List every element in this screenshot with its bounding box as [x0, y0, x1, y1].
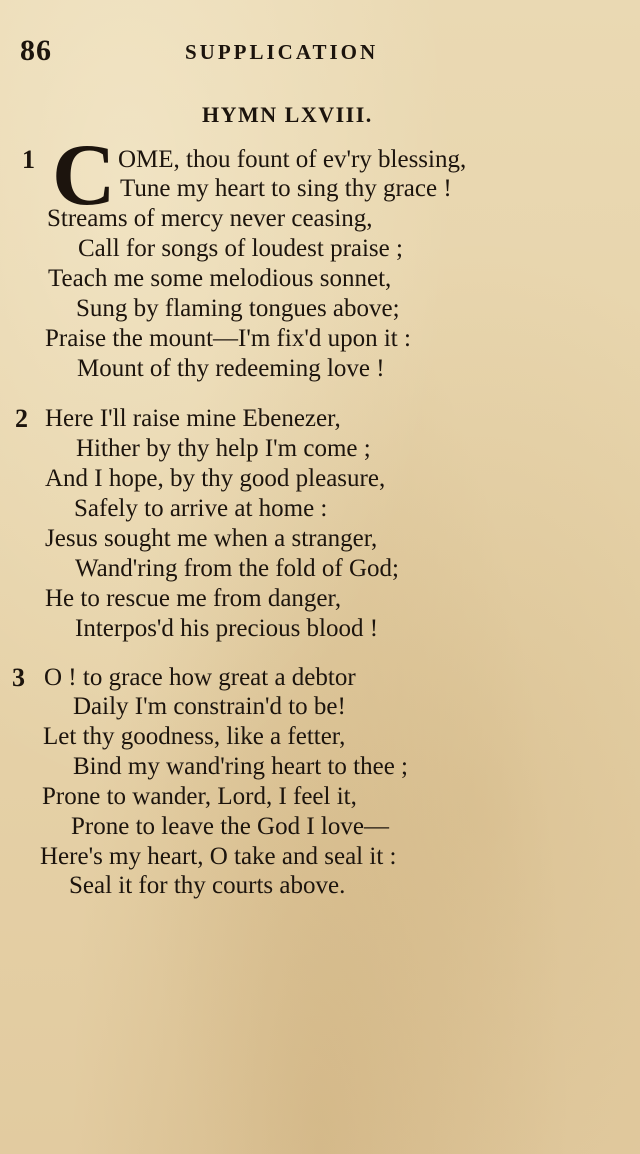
drop-cap: C: [52, 127, 116, 224]
verse-line: Jesus sought me when a stranger,: [45, 525, 378, 552]
verse-line: Praise the mount—I'm fix'd upon it :: [45, 325, 411, 352]
verse-line: Bind my wand'ring heart to thee ;: [73, 753, 408, 780]
verse-line: Daily I'm constrain'd to be!: [73, 693, 346, 720]
verse-line: Hither by thy help I'm come ;: [76, 435, 371, 462]
hymn-title: HYMN LXVIII.: [202, 102, 373, 127]
verse-line: Mount of thy redeeming love !: [77, 355, 385, 382]
verse-line: Safely to arrive at home :: [74, 495, 328, 522]
verse-line: Here I'll raise mine Ebenezer,: [45, 405, 341, 432]
verse-line: OME, thou fount of ev'ry blessing,: [118, 146, 467, 173]
verse-line: Interpos'd his precious blood !: [75, 615, 379, 642]
verse-line: And I hope, by thy good pleasure,: [45, 465, 386, 492]
verse-line: Call for songs of loudest praise ;: [78, 235, 403, 262]
verse-line: He to rescue me from danger,: [45, 585, 342, 612]
verse-line: Prone to wander, Lord, I feel it,: [42, 783, 357, 810]
verse-line: Tune my heart to sing thy grace !: [120, 175, 452, 202]
verse-line: Seal it for thy courts above.: [69, 872, 346, 899]
verse-line: Here's my heart, O take and seal it :: [40, 843, 397, 870]
verse-line: Let thy goodness, like a fetter,: [43, 723, 346, 750]
verse-line: Teach me some melodious sonnet,: [48, 265, 392, 292]
verse-line: Wand'ring from the fold of God;: [75, 555, 399, 582]
page-number: 86: [20, 34, 52, 67]
stanza-number: 1: [22, 145, 35, 174]
verse-line: O ! to grace how great a debtor: [44, 664, 356, 691]
verse-line: Sung by flaming tongues above;: [76, 295, 400, 322]
verse-line: Streams of mercy never ceasing,: [47, 205, 373, 232]
running-head: SUPPLICATION: [185, 40, 379, 64]
stanza-number: 2: [15, 404, 28, 433]
verse-line: Prone to leave the God I love—: [71, 813, 389, 840]
stanza-number: 3: [12, 663, 25, 692]
